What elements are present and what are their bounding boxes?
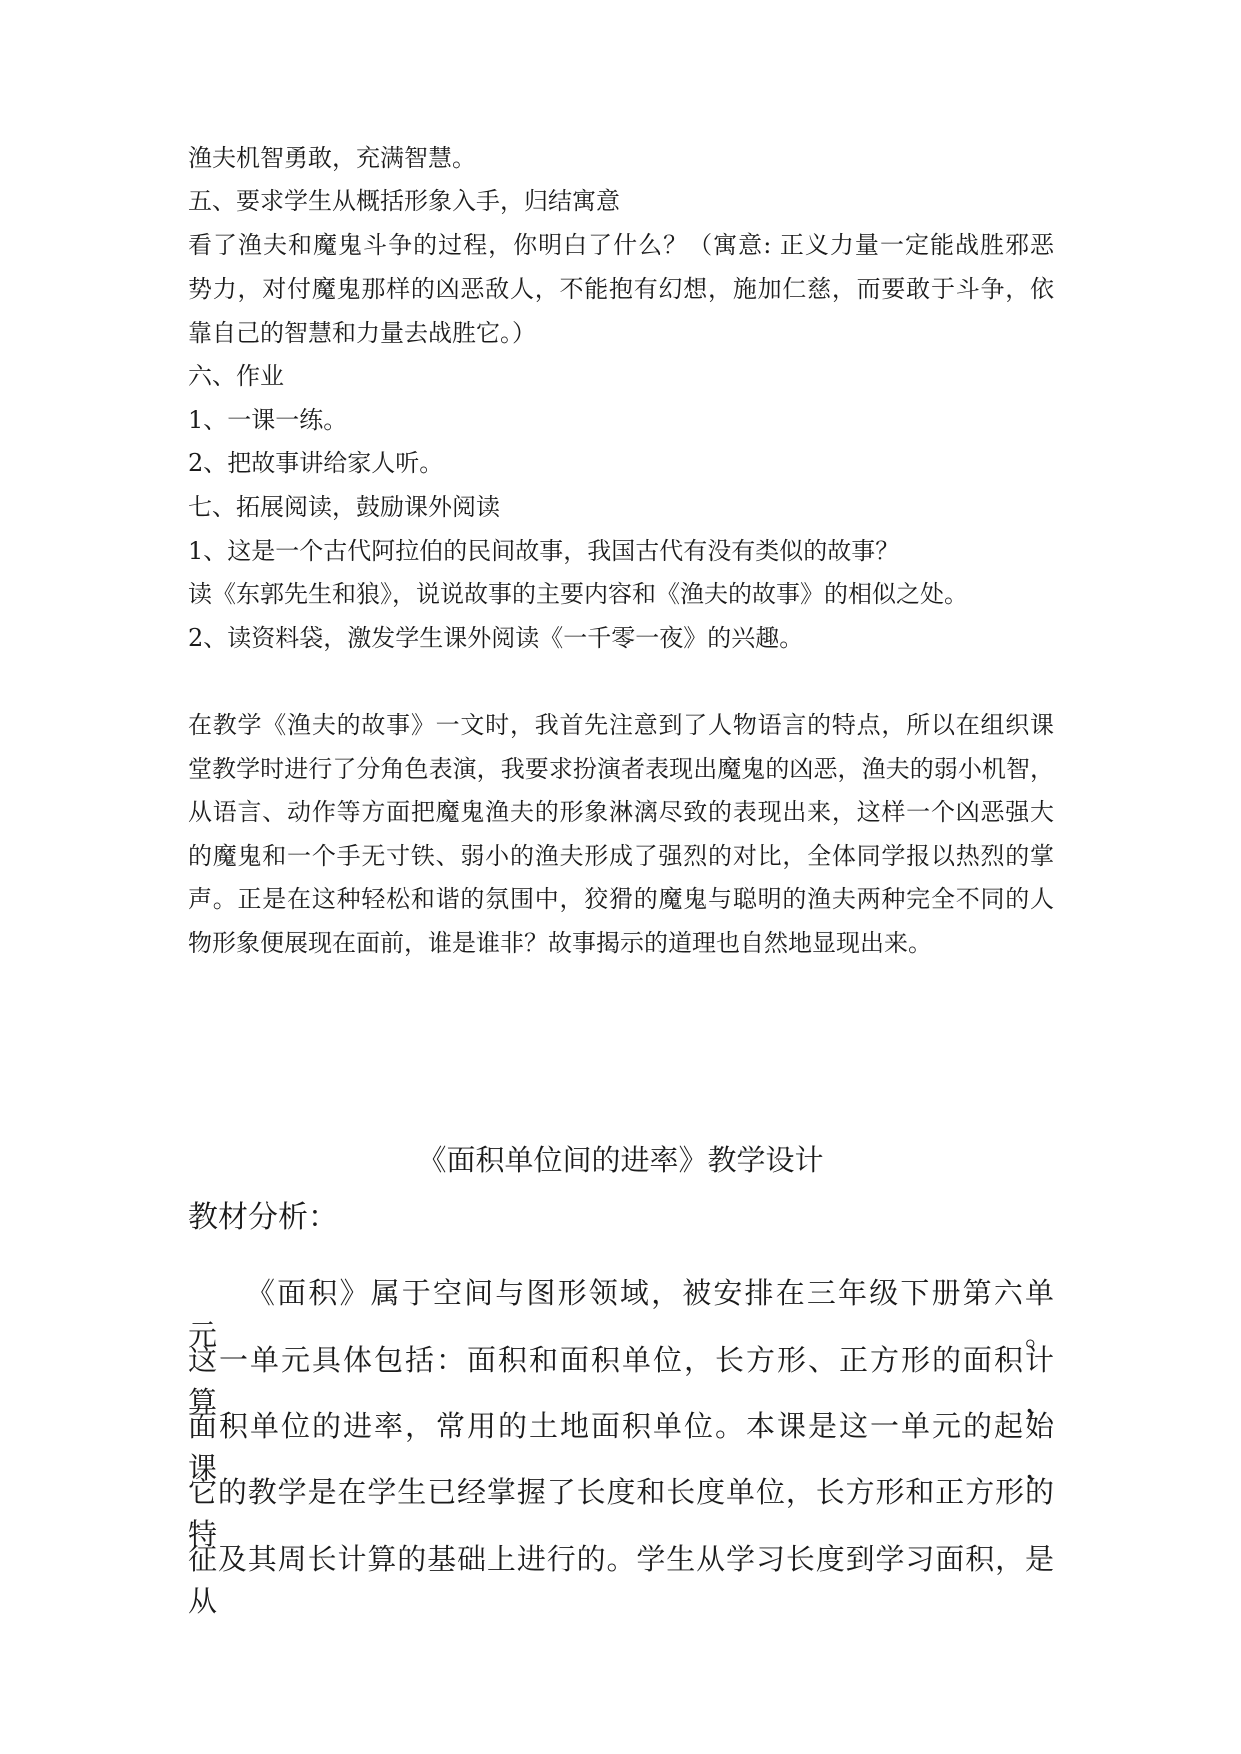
lesson-title: 《面积单位间的进率》教学设计 [417,1143,824,1177]
lesson-line: 面积单位的进率，常用的土地面积单位。本课是这一单元的起始课， [188,1409,1054,1485]
section-heading-five: 五、要求学生从概括形象入手，归结寓意 [188,187,620,215]
section-heading-six: 六、作业 [188,362,284,390]
list-item: 2、读资料袋，激发学生课外阅读《一千零一夜》的兴趣。 [188,624,804,652]
reflection-line: 在教学《渔夫的故事》一文时，我首先注意到了人物语言的特点，所以在组织课 [188,711,1054,739]
section-heading-seven: 七、拓展阅读，鼓励课外阅读 [188,493,500,521]
text-line: 渔夫机智勇敢，充满智慧。 [188,144,476,172]
reflection-line: 从语言、动作等方面把魔鬼渔夫的形象淋漓尽致的表现出来，这样一个凶恶强大 [188,798,1054,826]
text-line: 读《东郭先生和狼》，说说故事的主要内容和《渔夫的故事》的相似之处。 [188,580,968,608]
lesson-line: 征及其周长计算的基础上进行的。学生从学习长度到学习面积，是从 [188,1542,1054,1618]
lesson-line: 《面积》属于空间与图形领域，被安排在三年级下册第六单元。 [188,1276,1054,1352]
list-item: 1、这是一个古代阿拉伯的民间故事，我国古代有没有类似的故事？ [188,537,900,565]
section-heading: 教材分析： [188,1200,338,1235]
lesson-line: 它的教学是在学生已经掌握了长度和长度单位，长方形和正方形的特 [188,1475,1054,1551]
reflection-line: 的魔鬼和一个手无寸铁、弱小的渔夫形成了强烈的对比，全体同学报以热烈的掌 [188,842,1054,870]
text-line: 看了渔夫和魔鬼斗争的过程，你明白了什么？（寓意: 正义力量一定能战胜邪恶 [188,231,1054,259]
lesson-line: 这一单元具体包括：面积和面积单位，长方形、正方形的面积计算， [188,1343,1054,1419]
reflection-line: 声。正是在这种轻松和谐的氛围中，狡猾的魔鬼与聪明的渔夫两种完全不同的人 [188,885,1054,913]
list-item: 2、把故事讲给家人听。 [188,449,444,477]
reflection-line: 堂教学时进行了分角色表演，我要求扮演者表现出魔鬼的凶恶，渔夫的弱小机智， [188,755,1054,783]
text-line: 靠自己的智慧和力量去战胜它。） [188,319,536,347]
reflection-line: 物形象便展现在面前，谁是谁非？故事揭示的道理也自然地显现出来。 [188,929,932,957]
list-item: 1、一课一练。 [188,406,348,434]
text-line: 势力，对付魔鬼那样的凶恶敌人，不能抱有幻想，施加仁慈，而要敢于斗争，依 [188,275,1054,303]
